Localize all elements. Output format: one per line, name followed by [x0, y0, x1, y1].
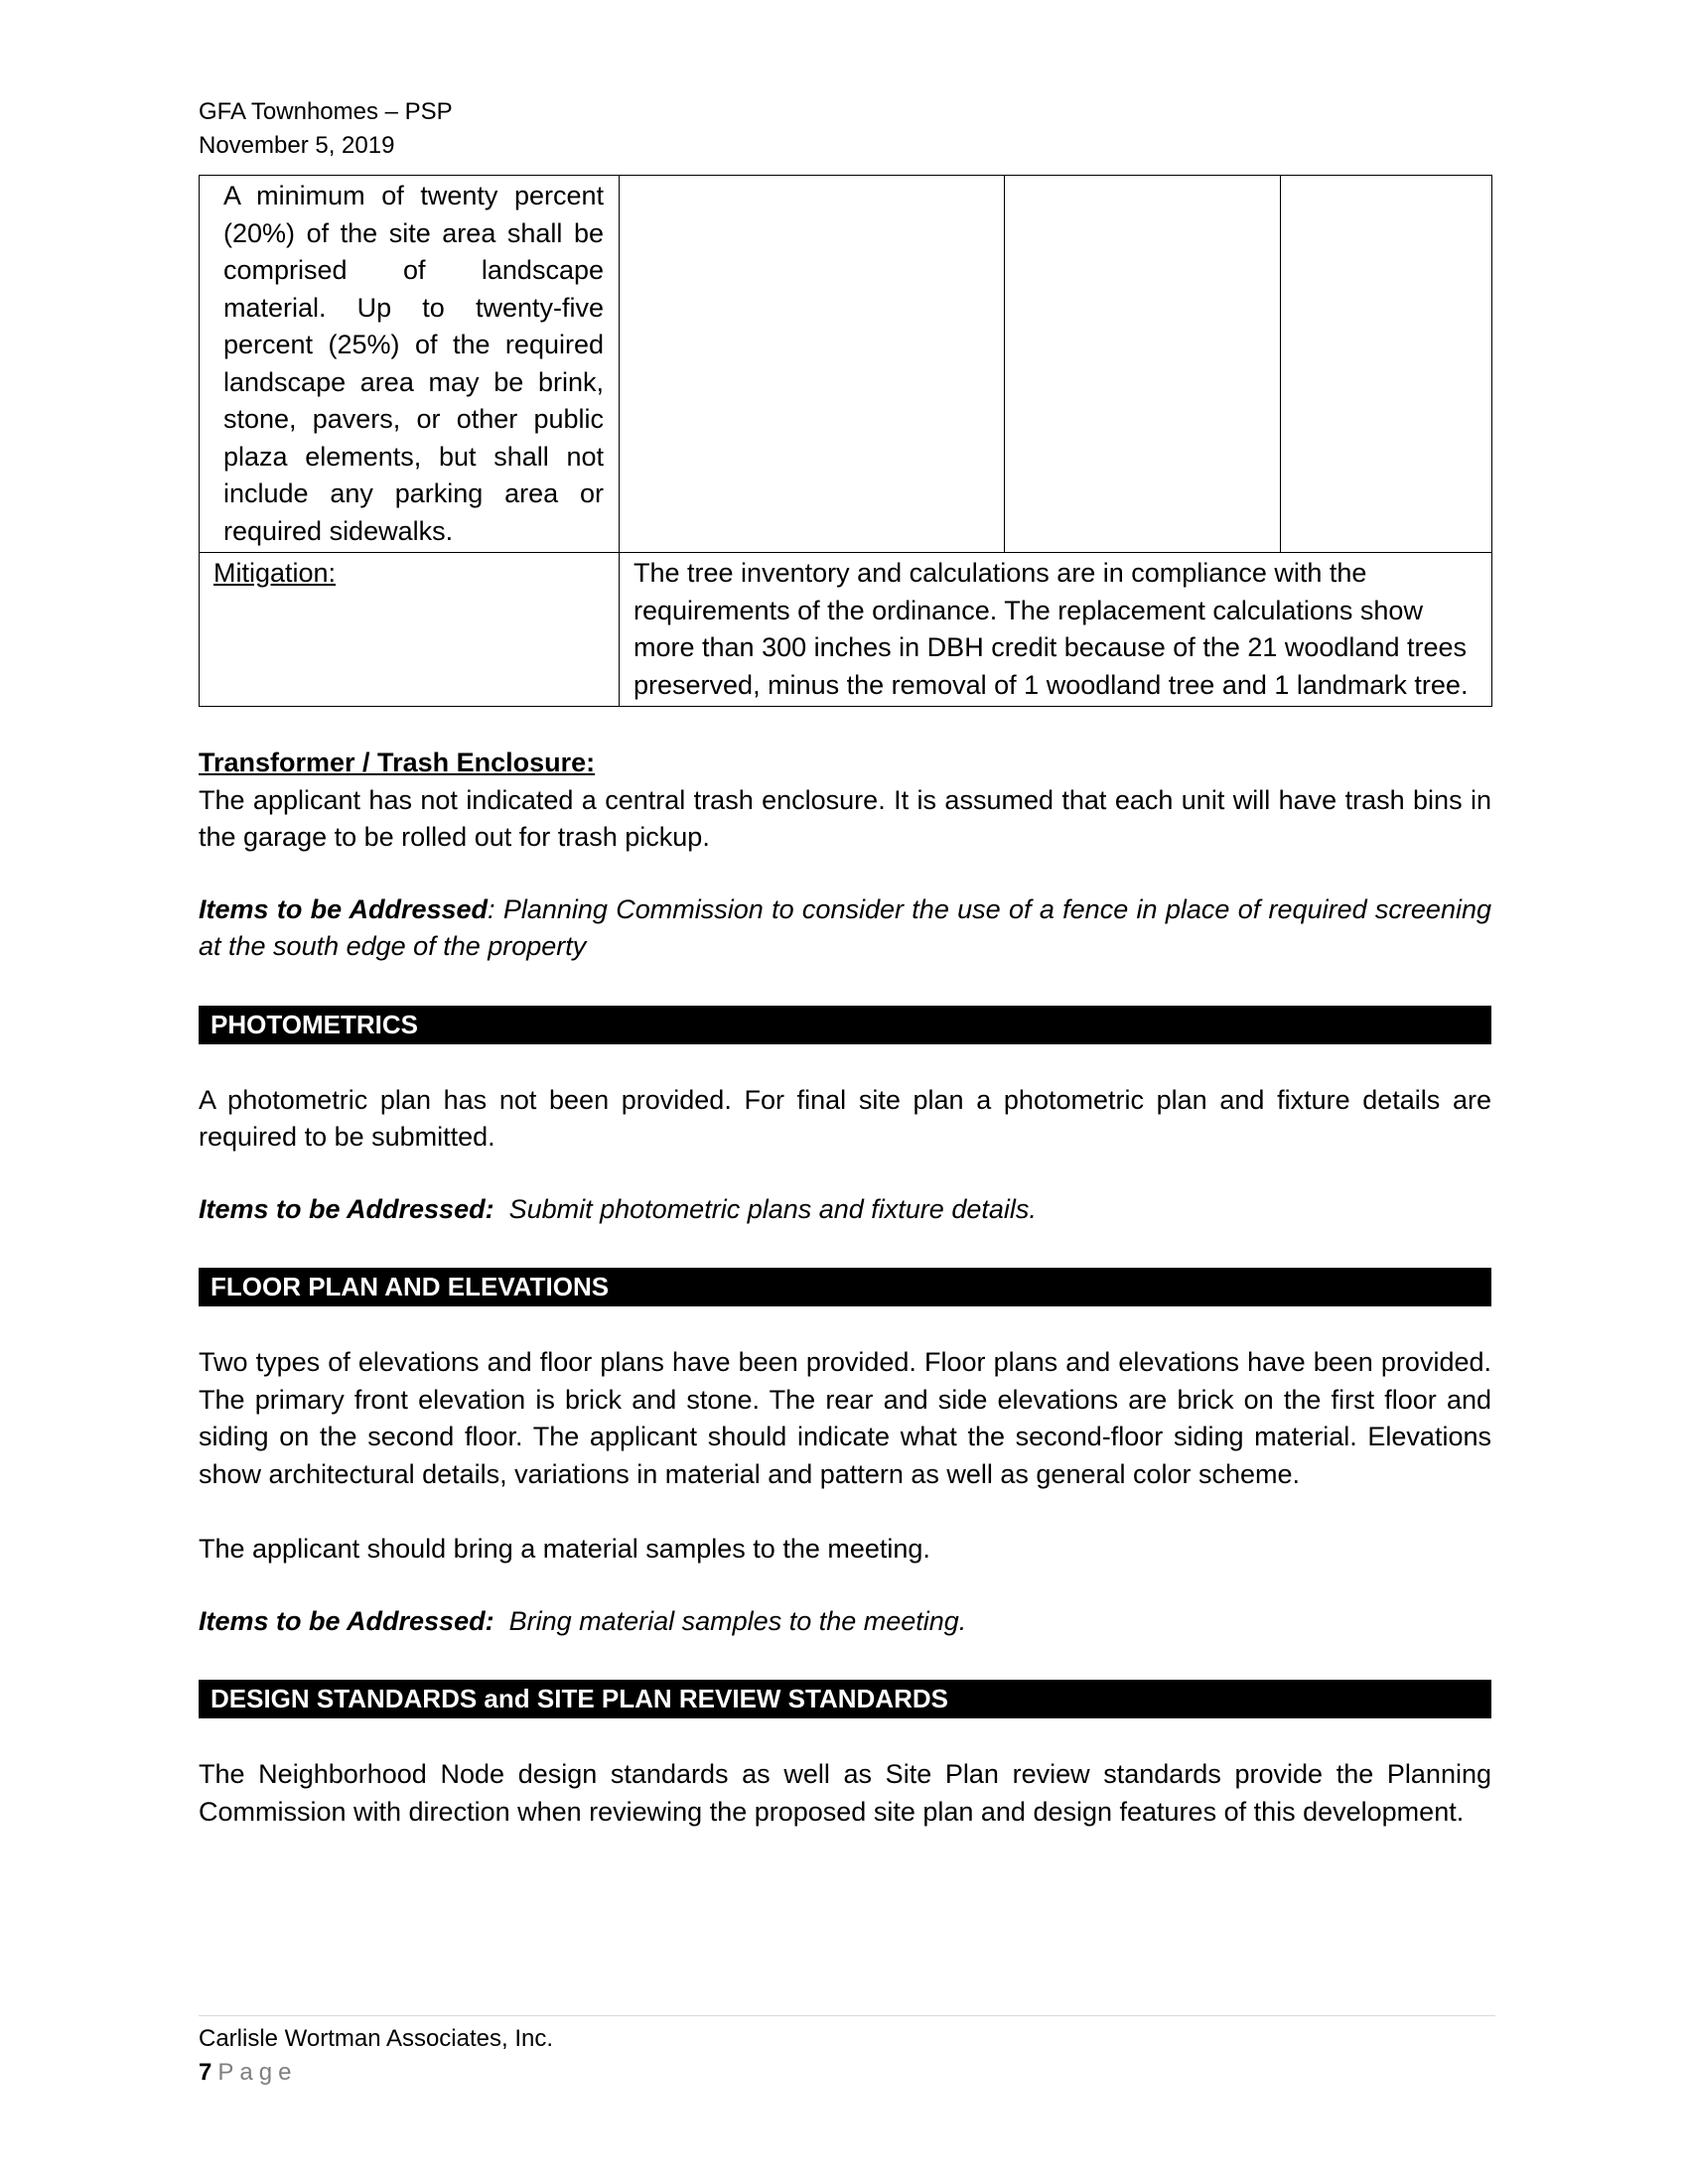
transformer-title: Transformer / Trash Enclosure: [199, 748, 596, 777]
floor-plan-items [199, 1603, 1491, 1641]
floor-plan-body-2: The applicant should bring a material samples to the meeting. [199, 1534, 930, 1564]
requirement-line: required sidewalks. [223, 515, 454, 546]
page-word: Page [217, 2059, 298, 2086]
requirement-line: plaza elements, but shall not [223, 441, 604, 472]
floor-plan-heading: FLOOR PLAN AND ELEVATIONS [199, 1268, 1491, 1306]
mitigation-text-cell [620, 553, 1492, 707]
page-number-value: 7 [199, 2059, 212, 2086]
design-standards-heading: DESIGN STANDARDS and SITE PLAN REVIEW STANDARDS [199, 1680, 1491, 1718]
table-row [200, 553, 1492, 707]
photometrics-items [199, 1191, 1491, 1229]
transformer-body: The applicant has not indicated a central trash enclosure. It is assumed that each unit will have trash bins in the garage to be rolled out for trash pickup. [199, 784, 1491, 852]
header-title: GFA Townhomes – PSP [199, 98, 453, 125]
items-label: Items to be Addressed: [199, 1193, 494, 1224]
design-standards-body: The Neighborhood Node design standards as well as Site Plan review standards provide the Planning Commission with direction when reviewing the proposed site plan and design features of this development. [199, 1759, 1491, 1827]
empty-cell [620, 176, 1005, 553]
requirement-line: comprised of landscape [223, 255, 604, 285]
items-text: Bring material samples to the meeting. [508, 1605, 967, 1636]
page-footer [199, 2015, 1495, 2090]
document-page [199, 95, 1491, 1831]
page-number [199, 2056, 1495, 2090]
requirement-line: percent (25%) of the required [223, 330, 604, 359]
requirement-line: landscape area may be brink, [223, 366, 604, 397]
items-text: Submit photometric plans and fixture details. [508, 1193, 1037, 1224]
photometrics-heading: PHOTOMETRICS [199, 1006, 1491, 1044]
footer-company: Carlisle Wortman Associates, Inc. [199, 2025, 554, 2052]
requirement-line: A minimum of twenty percent [223, 181, 604, 210]
items-text: : Planning Commission to consider the use of a fence in place of required screening at the south edge of the property [199, 893, 1491, 961]
photometrics-body: A photometric plan has not been provided. For final site plan a photometric plan and fixture details are required to be submitted. [199, 1084, 1491, 1152]
items-label: Items to be Addressed: [199, 1605, 494, 1636]
requirement-cell [200, 176, 620, 553]
review-table [199, 175, 1492, 707]
transformer-items [199, 891, 1491, 966]
requirement-line: include any parking area or [223, 478, 604, 508]
table-row [200, 176, 1492, 553]
header-date: November 5, 2019 [199, 132, 395, 159]
empty-cell [1005, 176, 1281, 553]
requirement-line: material. Up to twenty-five [223, 292, 604, 323]
requirement-line: stone, pavers, or other public [223, 404, 604, 434]
mitigation-label-cell [200, 553, 620, 707]
mitigation-label: Mitigation: [213, 558, 337, 588]
running-header [199, 95, 1491, 163]
empty-cell [1281, 176, 1492, 553]
requirement-text [200, 176, 619, 552]
requirement-line: (20%) of the site area shall be [223, 217, 604, 248]
items-label: Items to be Addressed [199, 893, 489, 924]
mitigation-text: The tree inventory and calculations are in compliance with the requirements of the ordinance. The replacement calculations show more than 300 inches in DBH credit because of the 21 woodland trees preserved, minus the removal of 1 woodland tree and 1 landmark tree. [633, 558, 1469, 700]
floor-plan-body: Two types of elevations and floor plans have been provided. Floor plans and elevations have been provided. The primary front elevation is brick and stone. The rear and side elevations are brick on the first floor and siding on the second floor. The applicant should indicate what the second-floor siding material. Elevations show architectural details, variations in material and pattern as well as general color scheme. [199, 1347, 1491, 1489]
